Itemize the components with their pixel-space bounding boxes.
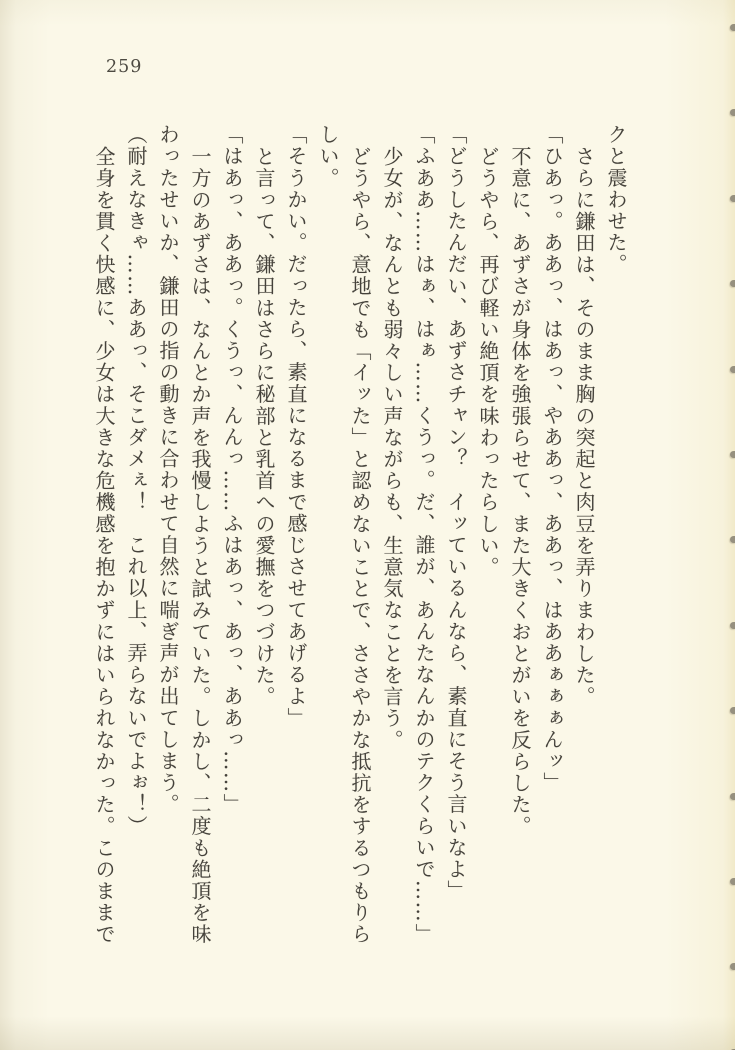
binding-mark — [730, 707, 735, 714]
binding-mark — [730, 366, 735, 373]
text-column: 「どうしたんだい、あずさチャン？ イッているんなら、素直にそう言いなよ」 — [444, 124, 468, 902]
binding-mark — [730, 451, 735, 458]
text-column: 一方のあずさは、なんとか声を我慢しようと試みていた。しかし、二度も絶頂を味 — [188, 145, 212, 945]
binding-mark — [730, 963, 735, 970]
text-column: 「そうかい。だったら、素直になるまで感じさせてあげるよ」 — [284, 124, 308, 729]
binding-mark — [730, 24, 735, 31]
binding-mark — [730, 109, 735, 116]
binding-mark — [730, 536, 735, 543]
binding-mark — [730, 280, 735, 287]
text-column: 「ひあっ。ああっ、はあっ、やああっ、ああっ、はああぁぁぁんッ」 — [540, 124, 564, 794]
text-column: 全身を貫く快感に、少女は大きな危機感を抱かずにはいられなかった。このままで — [92, 145, 116, 945]
text-column: しい。 — [316, 124, 340, 189]
binding-mark — [730, 793, 735, 800]
binding-mark — [730, 878, 735, 885]
text-column: 少女が、なんとも弱々しい声ながらも、生意気なことを言う。 — [380, 145, 404, 751]
text-column: 「はあっ、ああっ。くうっ、んんっ……ふはあっ、あっ、ああっ……」 — [220, 124, 244, 816]
text-column: （耐えなきゃ……ああっ、そこダメぇ！ これ以上、弄らないでよぉ！） — [124, 124, 148, 837]
text-column: 不意に、あずさが身体を強張らせて、また大きくおとがいを反らした。 — [508, 145, 532, 837]
text-column: どうやら、意地でも「イッた」と認めないことで、ささやかな抵抗をするつもりら — [348, 145, 372, 945]
binding-mark — [730, 622, 735, 629]
vertical-text-block — [82, 124, 632, 952]
page-number: 259 — [106, 57, 143, 77]
text-column: さらに鎌田は、そのまま胸の突起と肉豆を弄りまわした。 — [572, 145, 596, 708]
text-column: と言って、鎌田はさらに秘部と乳首への愛撫をつづけた。 — [252, 145, 276, 708]
text-column: 「ふああ……はぁ、はぁ……くうっ。だ、誰が、あんたなんかのテクくらいで……」 — [412, 124, 436, 945]
text-column: クと震わせた。 — [604, 124, 628, 276]
text-column: どうやら、再び軽い絶頂を味わったらしい。 — [476, 145, 500, 578]
text-column: わったせいか、鎌田の指の動きに合わせて自然に喘ぎ声が出てしまう。 — [156, 124, 180, 816]
binding-mark — [730, 195, 735, 202]
